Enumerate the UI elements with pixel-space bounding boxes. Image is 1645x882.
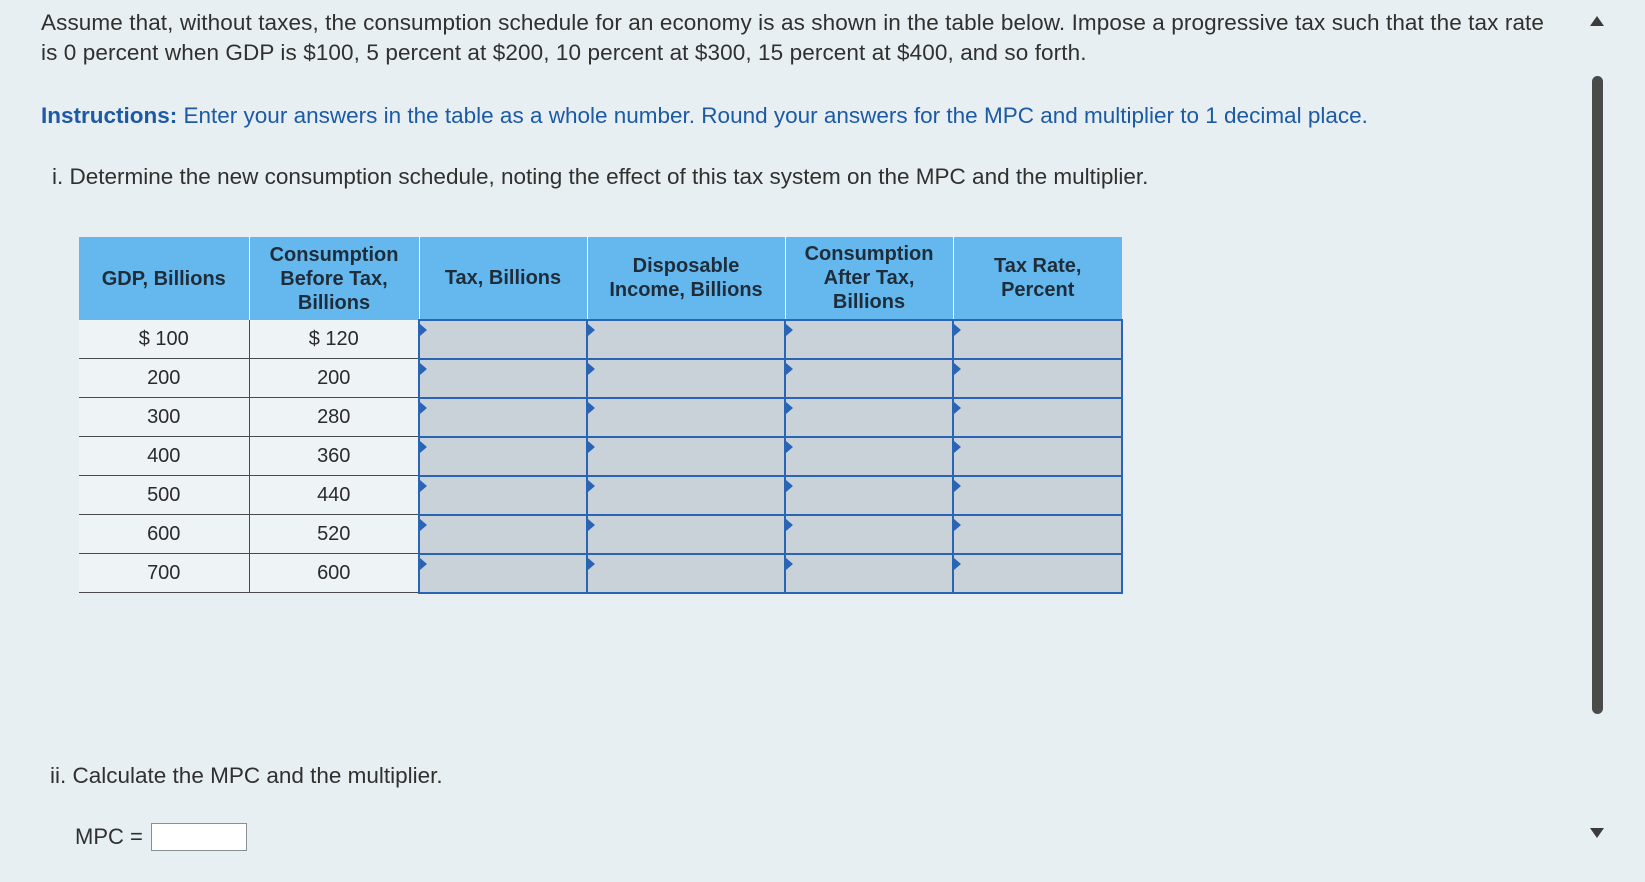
mpc-label: MPC = [75,824,143,849]
header-line: Tax Rate, [994,255,1082,277]
table-row [79,437,1122,476]
scroll-up-icon[interactable] [1590,16,1604,26]
header-disposable-income [587,237,785,320]
scroll-down-icon[interactable] [1590,828,1604,838]
table-header-row [79,237,1122,320]
table-row [79,320,1122,359]
table-row [79,554,1122,593]
tax-input[interactable] [420,438,586,475]
triangle-right-icon [954,519,961,531]
tax-input[interactable] [420,516,586,553]
tax-rate-cell [953,320,1122,359]
consumption-after-tax-cell [785,554,953,593]
triangle-right-icon [786,519,793,531]
header-line: Income, Billions [609,279,763,301]
disposable-income-input[interactable] [588,477,784,514]
tax-input[interactable] [420,321,586,358]
tax-cell [419,359,587,398]
header-line: Consumption [269,243,399,266]
triangle-right-icon [786,324,793,336]
disposable-income-cell [587,320,785,359]
triangle-right-icon [420,480,427,492]
gdp-cell: 400 [79,437,249,476]
instructions-text: Enter your answers in the table as a whole number. Round your answers for the MPC and multiplier to 1 decimal place. [177,103,1368,128]
header-line: Before Tax, [280,267,388,290]
tax-cell [419,476,587,515]
triangle-right-icon [420,363,427,375]
consumption-after-tax-input[interactable] [786,477,952,514]
gdp-cell: 200 [79,359,249,398]
tax-rate-input[interactable] [954,399,1121,436]
triangle-right-icon [588,363,595,375]
triangle-right-icon [420,402,427,414]
tax-rate-cell [953,398,1122,437]
consumption-after-tax-cell [785,359,953,398]
triangle-right-icon [588,480,595,492]
tax-rate-cell [953,476,1122,515]
disposable-income-cell [587,398,785,437]
header-consumption-after-tax [785,237,953,320]
disposable-income-cell [587,359,785,398]
header-gdp [79,237,249,320]
gdp-cell: 700 [79,554,249,593]
disposable-income-cell [587,437,785,476]
part-i-prompt: i. Determine the new consumption schedule, noting the effect of this tax system on the MPC and the multiplier. [52,164,1149,189]
consumption-after-tax-cell [785,437,953,476]
tax-input[interactable] [420,477,586,514]
triangle-right-icon [954,441,961,453]
triangle-right-icon [954,402,961,414]
consumption-before-tax-cell: 520 [249,515,419,554]
table-row [79,359,1122,398]
header-line: Billions [297,291,371,314]
consumption-after-tax-cell [785,476,953,515]
tax-rate-cell [953,515,1122,554]
consumption-after-tax-cell [785,398,953,437]
triangle-right-icon [786,480,793,492]
question-intro: Assume that, without taxes, the consumption schedule for an economy is as shown in the table below. Impose a progressive tax such that the tax rate is 0 percent when GDP is $100, 5 percent at $200, 10 percent at $300, 15 percent at $400, and so forth. [41,10,1545,65]
consumption-before-tax-cell: $ 120 [249,320,419,359]
header-line: Tax, Billions [444,267,562,289]
tax-cell [419,398,587,437]
consumption-before-tax-cell: 360 [249,437,419,476]
consumption-after-tax-input[interactable] [786,360,952,397]
gdp-cell: 500 [79,476,249,515]
part-ii-prompt: ii. Calculate the MPC and the multiplier. [50,763,443,788]
mpc-input[interactable] [151,823,247,851]
consumption-after-tax-input[interactable] [786,516,952,553]
consumption-after-tax-input[interactable] [786,399,952,436]
header-line: Percent [1001,279,1075,301]
tax-rate-input[interactable] [954,516,1121,553]
consumption-schedule-table [79,237,1123,594]
consumption-after-tax-input[interactable] [786,321,952,358]
header-line: Disposable [632,255,740,277]
disposable-income-input[interactable] [588,399,784,436]
header-line: GDP, Billions [101,267,226,290]
gdp-cell: 300 [79,398,249,437]
scrollbar-thumb[interactable] [1592,76,1603,714]
consumption-after-tax-cell [785,515,953,554]
table-row [79,398,1122,437]
tax-rate-cell [953,437,1122,476]
tax-input[interactable] [420,399,586,436]
triangle-right-icon [420,519,427,531]
tax-rate-input[interactable] [954,477,1121,514]
triangle-right-icon [588,441,595,453]
tax-input[interactable] [420,360,586,397]
tax-cell [419,320,587,359]
disposable-income-input[interactable] [588,360,784,397]
triangle-right-icon [786,402,793,414]
tax-rate-input[interactable] [954,360,1121,397]
triangle-right-icon [420,324,427,336]
tax-rate-input[interactable] [954,321,1121,358]
consumption-before-tax-cell: 600 [249,554,419,593]
disposable-income-input[interactable] [588,321,784,358]
consumption-after-tax-input[interactable] [786,438,952,475]
triangle-right-icon [954,558,961,570]
triangle-right-icon [786,558,793,570]
gdp-cell: $ 100 [79,320,249,359]
triangle-right-icon [588,324,595,336]
header-tax-rate [953,237,1122,320]
disposable-income-input[interactable] [588,516,784,553]
tax-cell [419,554,587,593]
triangle-right-icon [786,441,793,453]
header-line: After Tax, [823,267,915,289]
triangle-right-icon [588,402,595,414]
triangle-right-icon [954,363,961,375]
consumption-after-tax-cell [785,320,953,359]
header-tax [419,237,587,320]
table-body [79,320,1122,593]
header-line: Consumption [804,243,934,265]
vertical-scrollbar[interactable] [1584,0,1612,882]
tax-rate-cell [953,554,1122,593]
table-row [79,476,1122,515]
triangle-right-icon [420,558,427,570]
tax-cell [419,515,587,554]
consumption-before-tax-cell: 280 [249,398,419,437]
disposable-income-cell [587,554,785,593]
tax-rate-cell [953,359,1122,398]
triangle-right-icon [954,324,961,336]
triangle-right-icon [954,480,961,492]
tax-cell [419,437,587,476]
disposable-income-input[interactable] [588,438,784,475]
table-row [79,515,1122,554]
disposable-income-input[interactable] [588,555,784,592]
header-consumption-before-tax [249,237,419,320]
triangle-right-icon [420,441,427,453]
tax-input[interactable] [420,555,586,592]
disposable-income-cell [587,515,785,554]
tax-rate-input[interactable] [954,438,1121,475]
header-line: Billions [832,291,906,313]
mpc-answer-row [75,823,247,851]
triangle-right-icon [588,519,595,531]
disposable-income-cell [587,476,785,515]
instructions-label: Instructions: [41,103,178,128]
instructions [41,101,1561,131]
triangle-right-icon [588,558,595,570]
gdp-cell: 600 [79,515,249,554]
tax-rate-input[interactable] [954,555,1121,592]
consumption-before-tax-cell: 200 [249,359,419,398]
consumption-after-tax-input[interactable] [786,555,952,592]
triangle-right-icon [786,363,793,375]
consumption-before-tax-cell: 440 [249,476,419,515]
